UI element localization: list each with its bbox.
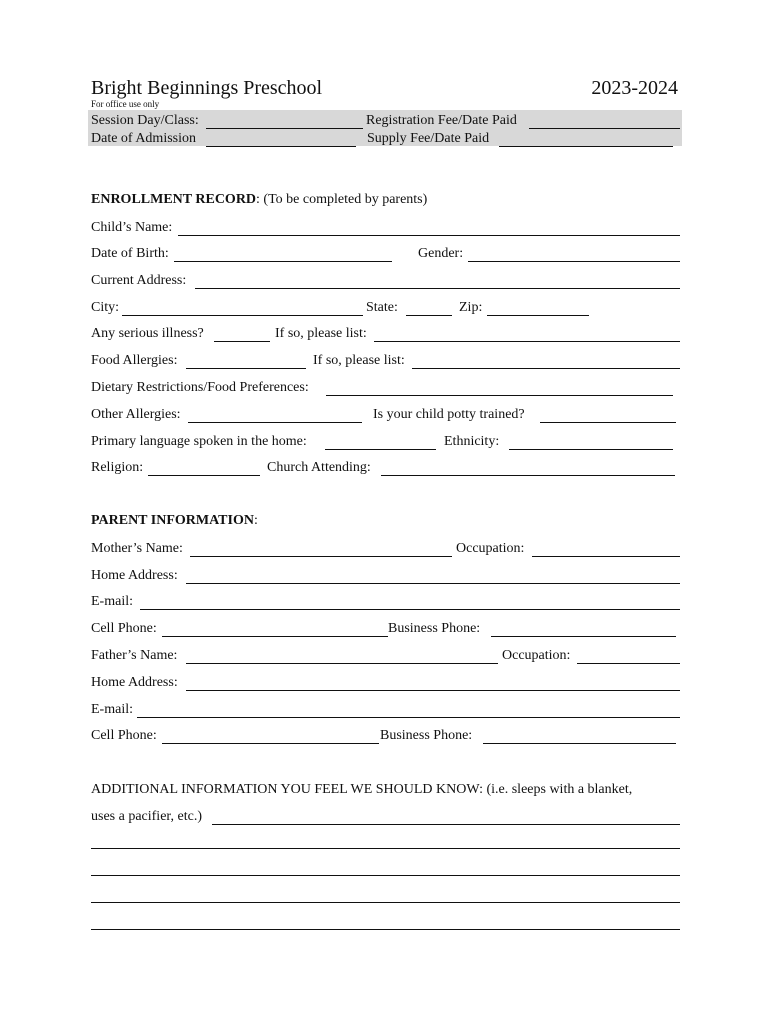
registration-field[interactable] (529, 128, 680, 129)
parent-title-suffix: : (253, 513, 258, 528)
zip-field[interactable] (487, 315, 589, 316)
row-city-state-zip (0, 299, 770, 319)
row-food-allergies (0, 352, 770, 372)
supply-field[interactable] (499, 146, 673, 147)
religion-field[interactable] (148, 475, 260, 476)
city-field[interactable] (122, 315, 363, 316)
parent-title (91, 513, 258, 529)
city-label: City: (91, 300, 120, 315)
dietary-field[interactable] (326, 395, 673, 396)
additional-info-label: ADDITIONAL INFORMATION YOU FEEL WE SHOULD KNOW: (i.e. sleeps with a blanket, (91, 782, 633, 797)
potty-field[interactable] (540, 422, 676, 423)
row-language (0, 433, 770, 453)
row-religion (0, 459, 770, 479)
mother-business-label: Business Phone: (388, 621, 481, 636)
session-field[interactable] (206, 128, 363, 129)
admission-label: Date of Admission (91, 131, 196, 146)
address-field[interactable] (195, 288, 680, 289)
additional-line-3[interactable] (91, 902, 680, 903)
mother-business-field[interactable] (491, 636, 676, 637)
row-address (0, 272, 770, 292)
church-field[interactable] (381, 475, 675, 476)
parent-heading: PARENT INFORMATION (91, 513, 254, 528)
mother-home-address-field[interactable] (186, 583, 680, 584)
row-mothers-name (0, 540, 770, 560)
office-row-admission (0, 130, 770, 150)
additional-line-1[interactable] (91, 848, 680, 849)
fathers-name-label: Father’s Name: (91, 648, 178, 663)
mother-cell-field[interactable] (162, 636, 388, 637)
office-use-note: For office use only (91, 99, 160, 109)
food-allergies-label: Food Allergies: (91, 353, 178, 368)
father-occupation-field[interactable] (577, 663, 680, 664)
illness-list-field[interactable] (374, 341, 680, 342)
illness-label: Any serious illness? (91, 326, 204, 341)
language-field[interactable] (325, 449, 436, 450)
food-list-label: If so, please list: (313, 353, 405, 368)
mother-email-label: E-mail: (91, 594, 133, 609)
enrollment-title (91, 192, 427, 208)
father-email-label: E-mail: (91, 702, 133, 717)
fathers-name-field[interactable] (186, 663, 498, 664)
illness-list-label: If so, please list: (275, 326, 367, 341)
father-email-field[interactable] (137, 717, 680, 718)
zip-label: Zip: (459, 300, 483, 315)
row-other-allergies (0, 406, 770, 426)
mother-home-address-label: Home Address: (91, 568, 178, 583)
row-dietary (0, 379, 770, 399)
row-father-email (0, 701, 770, 721)
ethnicity-field[interactable] (509, 449, 673, 450)
illness-field[interactable] (214, 341, 270, 342)
mothers-name-label: Mother’s Name: (91, 541, 183, 556)
food-allergies-field[interactable] (186, 368, 306, 369)
row-childs-name (0, 219, 770, 239)
row-additional-line2 (0, 808, 770, 828)
additional-info-label-2: uses a pacifier, etc.) (91, 809, 202, 824)
additional-line-2[interactable] (91, 875, 680, 876)
dietary-label: Dietary Restrictions/Food Preferences: (91, 380, 309, 395)
ethnicity-label: Ethnicity: (444, 434, 500, 449)
mother-occupation-label: Occupation: (456, 541, 525, 556)
row-mother-home-address (0, 567, 770, 587)
row-fathers-name (0, 647, 770, 667)
session-label: Session Day/Class: (91, 113, 199, 128)
row-father-home-address (0, 674, 770, 694)
registration-label: Registration Fee/Date Paid (366, 113, 517, 128)
other-allergies-label: Other Allergies: (91, 407, 181, 422)
food-list-field[interactable] (412, 368, 680, 369)
father-business-field[interactable] (483, 743, 676, 744)
father-cell-label: Cell Phone: (91, 728, 157, 743)
childs-name-label: Child’s Name: (91, 220, 173, 235)
row-additional-line1 (0, 781, 770, 801)
mothers-name-field[interactable] (190, 556, 452, 557)
admission-field[interactable] (206, 146, 356, 147)
mother-email-field[interactable] (140, 609, 680, 610)
language-label: Primary language spoken in the home: (91, 434, 307, 449)
father-home-address-label: Home Address: (91, 675, 178, 690)
row-father-phones (0, 727, 770, 747)
supply-label: Supply Fee/Date Paid (367, 131, 490, 146)
childs-name-field[interactable] (178, 235, 680, 236)
office-row-session (0, 112, 770, 132)
additional-line-4[interactable] (91, 929, 680, 930)
school-year: 2023-2024 (591, 77, 678, 99)
state-label: State: (366, 300, 398, 315)
potty-label: Is your child potty trained? (373, 407, 525, 422)
father-business-label: Business Phone: (380, 728, 473, 743)
dob-label: Date of Birth: (91, 246, 169, 261)
mother-occupation-field[interactable] (532, 556, 680, 557)
row-dob-gender (0, 245, 770, 265)
enrollment-subtitle: : (To be completed by parents) (256, 192, 428, 207)
row-illness (0, 325, 770, 345)
school-name: Bright Beginnings Preschool (91, 77, 323, 99)
father-cell-field[interactable] (162, 743, 379, 744)
religion-label: Religion: (91, 460, 144, 475)
row-mother-phones (0, 620, 770, 640)
enrollment-heading: ENROLLMENT RECORD (91, 192, 257, 207)
gender-field[interactable] (468, 261, 680, 262)
additional-info-field[interactable] (212, 824, 680, 825)
address-label: Current Address: (91, 273, 187, 288)
gender-label: Gender: (418, 246, 464, 261)
mother-cell-label: Cell Phone: (91, 621, 157, 636)
row-mother-email (0, 593, 770, 613)
father-home-address-field[interactable] (186, 690, 680, 691)
state-field[interactable] (406, 315, 452, 316)
father-occupation-label: Occupation: (502, 648, 571, 663)
other-allergies-field[interactable] (188, 422, 362, 423)
dob-field[interactable] (174, 261, 392, 262)
church-label: Church Attending: (267, 460, 371, 475)
